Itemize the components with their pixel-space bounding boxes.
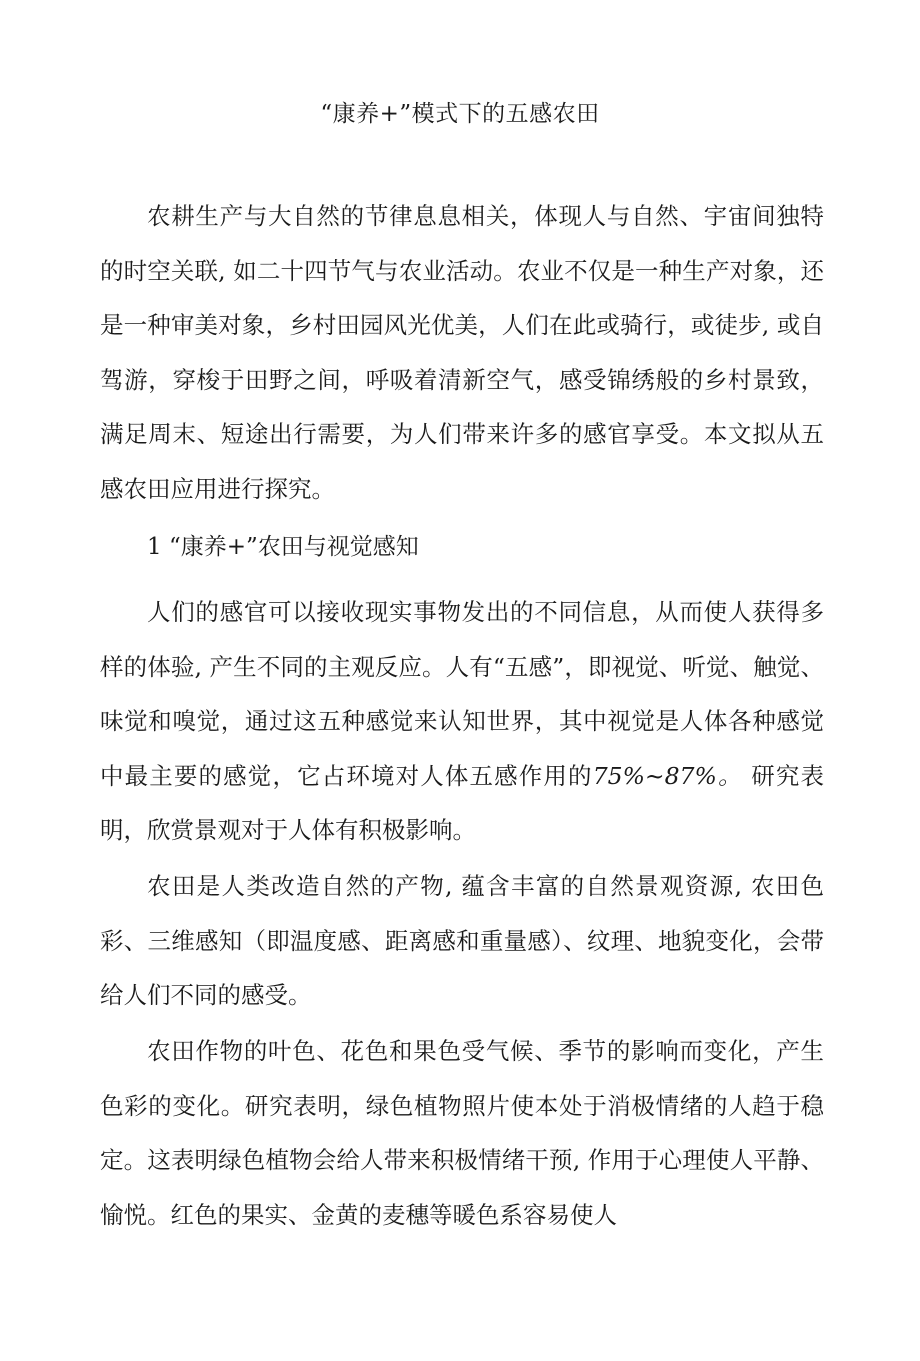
document-title: “康养+”模式下的五感农田 — [320, 101, 600, 127]
paragraph-senses — [100, 585, 824, 858]
paragraph-text: 农耕生产与大自然的节律息息相关，体现人与自然、宇宙间独特的时空关联, 如二十四节气与农业活动。农业不仅是一种生产对象，还是一种审美对象，乡村田园风光优美，人们在此或骑行，或徒步, 或自驾游，穿梭于田野之间，呼吸着清新空气，感受锦绣般的乡村景致，满足周末、短途出行需要，为人们带来许多的感官享受。本文拟从五感农田应用进行探究。 — [100, 202, 824, 503]
paragraph-farmland — [100, 859, 824, 1023]
percent-range: 75%~87%。 — [592, 761, 743, 790]
section-heading: 1 “康养+”农田与视觉感知 — [147, 534, 419, 560]
paragraph-text-tail: 研究表明，欣赏景观对于人体有积极影响。 — [100, 761, 824, 844]
paragraph-colors — [100, 1024, 824, 1242]
paragraph-text — [100, 585, 824, 858]
paragraph-text: 农田作物的叶色、花色和果色受气候、季节的影响而变化，产生色彩的变化。研究表明，绿色植物照片使本处于消极情绪的人趋于稳定。这表明绿色植物会给人带来积极情绪干预, 作用于心理使人平静、愉悦。红色的果实、金黄的麦穗等暖色系容易使人 — [100, 1037, 824, 1229]
paragraph-intro — [100, 189, 824, 516]
paragraph-text: 农田是人类改造自然的产物, 蕴含丰富的自然景观资源, 农田色彩、三维感知（即温度感、距离感和重量感）、纹理、地貌变化，会带给人们不同的感受。 — [100, 872, 824, 1009]
paragraph-text-main: 人们的感官可以接收现实事物发出的不同信息，从而使人获得多样的体验, 产生不同的主观反应。人有“五感”，即视觉、听觉、触觉、味觉和嗅觉，通过这五种感觉来认知世界，其中视觉是人体各种感觉中最主要的感觉，它占环境对人体五感作用的 — [100, 598, 824, 790]
